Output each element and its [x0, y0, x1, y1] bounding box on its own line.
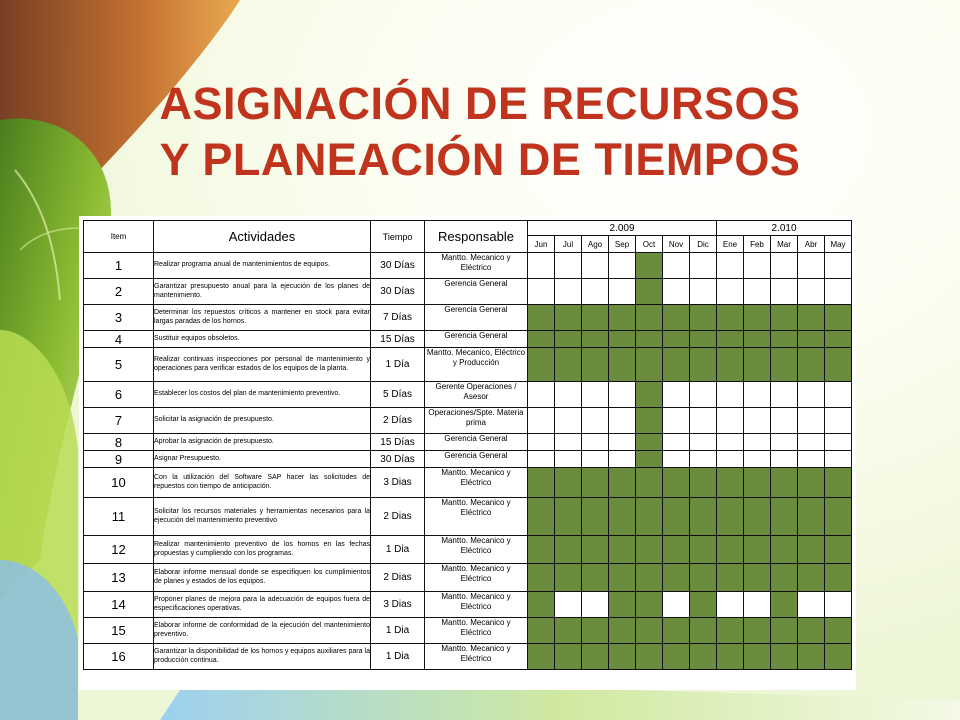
schedule-cell [555, 253, 582, 279]
row-duration: 5 Días [371, 382, 425, 408]
row-responsible: Gerencia General [425, 305, 528, 331]
schedule-cell [825, 564, 852, 592]
schedule-cell [771, 434, 798, 451]
schedule-cell [825, 536, 852, 564]
header-month: Dic [690, 236, 717, 253]
row-activity: Solicitar la asignación de presupuesto. [154, 408, 371, 434]
row-activity: Asignar Presupuesto. [154, 451, 371, 468]
schedule-cell [690, 564, 717, 592]
schedule-cell [771, 536, 798, 564]
row-activity: Garantizar presupuesto anual para la ejecución de los planes de mantenimiento. [154, 279, 371, 305]
row-activity: Determinar los repuestos críticos a mantener en stock para evitar largas paradas de los hornos. [154, 305, 371, 331]
schedule-cell [798, 434, 825, 451]
schedule-cell [825, 434, 852, 451]
schedule-cell [744, 644, 771, 670]
table-row [84, 305, 852, 331]
schedule-cell [609, 451, 636, 468]
schedule-cell [609, 592, 636, 618]
schedule-cell [609, 434, 636, 451]
schedule-cell [717, 592, 744, 618]
row-activity: Realizar mantenimiento preventivo de los hornos en las fechas propuestas y cumpliendo con los programas. [154, 536, 371, 564]
table-row [84, 253, 852, 279]
schedule-cell [771, 451, 798, 468]
schedule-cell [663, 348, 690, 382]
header-responsable: Responsable [425, 221, 528, 253]
schedule-cell [636, 536, 663, 564]
schedule-cell [825, 592, 852, 618]
schedule-cell [690, 618, 717, 644]
header-month: Jul [555, 236, 582, 253]
header-month: Feb [744, 236, 771, 253]
schedule-cell [771, 348, 798, 382]
schedule-cell [528, 468, 555, 498]
row-responsible: Gerencia General [425, 279, 528, 305]
schedule-cell [717, 331, 744, 348]
schedule-cell [771, 498, 798, 536]
schedule-cell [555, 408, 582, 434]
schedule-cell [690, 468, 717, 498]
schedule-cell [555, 564, 582, 592]
schedule-cell [528, 382, 555, 408]
schedule-cell [636, 331, 663, 348]
schedule-cell [582, 498, 609, 536]
schedule-cell [663, 592, 690, 618]
schedule-cell [528, 564, 555, 592]
schedule-cell [636, 592, 663, 618]
schedule-cell [528, 644, 555, 670]
schedule-cell [744, 468, 771, 498]
schedule-cell [771, 644, 798, 670]
schedule-cell [825, 331, 852, 348]
schedule-cell [744, 536, 771, 564]
schedule-cell [744, 253, 771, 279]
row-item-number: 5 [84, 348, 154, 382]
schedule-table [83, 220, 852, 670]
table-row [84, 408, 852, 434]
schedule-cell [528, 253, 555, 279]
row-duration: 2 Dias [371, 498, 425, 536]
row-duration: 30 Días [371, 279, 425, 305]
schedule-cell [771, 253, 798, 279]
schedule-cell [609, 382, 636, 408]
row-item-number: 8 [84, 434, 154, 451]
schedule-cell [663, 468, 690, 498]
row-responsible: Mantto. Mecanico y Eléctrico [425, 498, 528, 536]
row-duration: 1 Día [371, 348, 425, 382]
row-duration: 2 Dias [371, 564, 425, 592]
table-row [84, 468, 852, 498]
table-row [84, 451, 852, 468]
row-duration: 3 Dias [371, 592, 425, 618]
schedule-cell [798, 451, 825, 468]
row-item-number: 3 [84, 305, 154, 331]
schedule-cell [717, 382, 744, 408]
header-month: May [825, 236, 852, 253]
schedule-cell [771, 331, 798, 348]
header-year-2010: 2.010 [717, 221, 852, 236]
schedule-cell [609, 536, 636, 564]
header-month: Sep [609, 236, 636, 253]
schedule-cell [582, 451, 609, 468]
row-activity: Solicitar los recursos materiales y herramientas necesarios para la ejecución del mantenimiento preventivo [154, 498, 371, 536]
row-responsible: Gerencia General [425, 331, 528, 348]
schedule-cell [663, 498, 690, 536]
schedule-cell [555, 348, 582, 382]
header-month: Mar [771, 236, 798, 253]
schedule-cell [690, 305, 717, 331]
schedule-cell [663, 253, 690, 279]
schedule-cell [636, 451, 663, 468]
schedule-cell [825, 468, 852, 498]
schedule-cell [582, 331, 609, 348]
schedule-cell [717, 451, 744, 468]
schedule-cell [636, 305, 663, 331]
schedule-cell [717, 279, 744, 305]
title-line-1: ASIGNACIÓN DE RECURSOS [159, 78, 801, 129]
schedule-cell [663, 279, 690, 305]
schedule-cell [636, 253, 663, 279]
header-month: Ago [582, 236, 609, 253]
schedule-cell [663, 564, 690, 592]
row-activity: Elaborar informe de conformidad de la ejecución del mantenimiento preventivo. [154, 618, 371, 644]
row-duration: 30 Días [371, 253, 425, 279]
schedule-cell [717, 253, 744, 279]
row-activity: Aprobar la asignación de presupuesto. [154, 434, 371, 451]
schedule-cell [690, 408, 717, 434]
row-responsible: Gerencia General [425, 434, 528, 451]
table-row [84, 644, 852, 670]
table-row [84, 536, 852, 564]
table-row [84, 382, 852, 408]
schedule-cell [717, 305, 744, 331]
row-responsible: Operaciones/Spte. Materia prima [425, 408, 528, 434]
schedule-cell [636, 644, 663, 670]
schedule-cell [798, 468, 825, 498]
schedule-cell [528, 451, 555, 468]
schedule-cell [771, 592, 798, 618]
row-duration: 1 Dia [371, 536, 425, 564]
table-row [84, 498, 852, 536]
schedule-cell [744, 348, 771, 382]
row-responsible: Mantto. Mecanico, Eléctrico y Producción [425, 348, 528, 382]
schedule-cell [690, 644, 717, 670]
schedule-cell [582, 382, 609, 408]
schedule-cell [798, 536, 825, 564]
schedule-cell [798, 348, 825, 382]
schedule-cell [582, 536, 609, 564]
title-line-2: Y PLANEACIÓN DE TIEMPOS [159, 134, 801, 185]
row-item-number: 7 [84, 408, 154, 434]
schedule-cell [825, 253, 852, 279]
schedule-cell [798, 498, 825, 536]
schedule-cell [717, 348, 744, 382]
schedule-cell [582, 253, 609, 279]
header-month: Ene [717, 236, 744, 253]
schedule-cell [663, 451, 690, 468]
header-month: Nov [663, 236, 690, 253]
schedule-cell [771, 279, 798, 305]
row-duration: 15 Días [371, 331, 425, 348]
row-item-number: 16 [84, 644, 154, 670]
row-activity: Realizar programa anual de mantenimientos de equipos. [154, 253, 371, 279]
schedule-cell [798, 564, 825, 592]
schedule-cell [744, 618, 771, 644]
header-actividades: Actividades [154, 221, 371, 253]
schedule-cell [744, 592, 771, 618]
schedule-cell [636, 618, 663, 644]
row-item-number: 11 [84, 498, 154, 536]
table-row [84, 592, 852, 618]
schedule-cell [690, 536, 717, 564]
row-activity: Garantizar la disponibilidad de los hornos y equipos auxiliares para la producción continua. [154, 644, 371, 670]
table-row [84, 331, 852, 348]
schedule-cell [717, 468, 744, 498]
row-item-number: 4 [84, 331, 154, 348]
header-item: Item [84, 221, 154, 253]
schedule-cell [636, 434, 663, 451]
schedule-cell [717, 408, 744, 434]
schedule-cell [636, 498, 663, 536]
schedule-cell [555, 382, 582, 408]
schedule-cell [744, 564, 771, 592]
row-activity: Realizar continuas inspecciones por personal de mantenimiento y operaciones para verificar estados de los equipos de la planta. [154, 348, 371, 382]
schedule-cell [528, 331, 555, 348]
row-duration: 1 Dia [371, 644, 425, 670]
schedule-cell [609, 644, 636, 670]
row-responsible: Mantto. Mecanico y Eléctrico [425, 592, 528, 618]
row-activity: Proponer planes de mejora para la adecuación de equipos fuera de especificaciones operativas. [154, 592, 371, 618]
schedule-cell [825, 451, 852, 468]
schedule-cell [771, 618, 798, 644]
schedule-cell [582, 564, 609, 592]
schedule-cell [690, 279, 717, 305]
schedule-cell [609, 253, 636, 279]
row-responsible: Gerencia General [425, 451, 528, 468]
schedule-cell [528, 279, 555, 305]
schedule-cell [609, 331, 636, 348]
schedule-cell [771, 408, 798, 434]
schedule-cell [690, 451, 717, 468]
schedule-cell [663, 408, 690, 434]
schedule-cell [636, 382, 663, 408]
row-duration: 2 Días [371, 408, 425, 434]
schedule-cell [717, 618, 744, 644]
schedule-cell [690, 331, 717, 348]
schedule-cell [663, 618, 690, 644]
schedule-cell [609, 498, 636, 536]
schedule-cell [528, 305, 555, 331]
row-responsible: Mantto. Mecanico y Eléctrico [425, 536, 528, 564]
schedule-cell [663, 536, 690, 564]
schedule-cell [636, 468, 663, 498]
schedule-cell [771, 564, 798, 592]
row-duration: 1 Dia [371, 618, 425, 644]
schedule-cell [609, 348, 636, 382]
row-item-number: 9 [84, 451, 154, 468]
schedule-cell [636, 408, 663, 434]
schedule-cell [555, 279, 582, 305]
schedule-cell [798, 644, 825, 670]
header-month: Jun [528, 236, 555, 253]
schedule-cell [555, 451, 582, 468]
schedule-cell [582, 279, 609, 305]
schedule-cell [717, 536, 744, 564]
schedule-cell [744, 382, 771, 408]
schedule-cell [825, 644, 852, 670]
schedule-cell [744, 331, 771, 348]
schedule-cell [636, 279, 663, 305]
table-row [84, 348, 852, 382]
schedule-cell [555, 618, 582, 644]
schedule-cell [528, 408, 555, 434]
schedule-cell [717, 644, 744, 670]
schedule-cell [825, 279, 852, 305]
row-item-number: 6 [84, 382, 154, 408]
schedule-cell [825, 618, 852, 644]
row-item-number: 14 [84, 592, 154, 618]
row-activity: Con la utilización del Software SAP hacer las solicitudes de repuestos con tiempo de anticipación. [154, 468, 371, 498]
row-activity: Establecer los costos del plan de mantenimiento preventivo. [154, 382, 371, 408]
schedule-cell [825, 382, 852, 408]
table-row [84, 618, 852, 644]
schedule-cell [582, 644, 609, 670]
header-month: Abr [798, 236, 825, 253]
schedule-cell [798, 382, 825, 408]
schedule-cell [663, 382, 690, 408]
schedule-cell [771, 382, 798, 408]
schedule-cell [582, 305, 609, 331]
schedule-cell [798, 592, 825, 618]
row-item-number: 1 [84, 253, 154, 279]
schedule-cell [825, 305, 852, 331]
schedule-cell [798, 305, 825, 331]
row-item-number: 13 [84, 564, 154, 592]
schedule-cell [798, 279, 825, 305]
schedule-cell [663, 434, 690, 451]
schedule-cell [771, 305, 798, 331]
schedule-cell [717, 564, 744, 592]
schedule-cell [744, 279, 771, 305]
schedule-cell [609, 408, 636, 434]
schedule-cell [744, 498, 771, 536]
schedule-cell [825, 498, 852, 536]
schedule-cell [744, 451, 771, 468]
row-responsible: Mantto. Mecanico y Eléctrico [425, 468, 528, 498]
schedule-cell [555, 305, 582, 331]
schedule-cell [609, 618, 636, 644]
schedule-cell [582, 618, 609, 644]
row-duration: 15 Días [371, 434, 425, 451]
schedule-cell [528, 348, 555, 382]
schedule-cell [609, 305, 636, 331]
schedule-cell [636, 348, 663, 382]
schedule-cell [528, 434, 555, 451]
schedule-cell [717, 434, 744, 451]
schedule-cell [555, 644, 582, 670]
schedule-cell [798, 618, 825, 644]
schedule-cell [555, 536, 582, 564]
row-responsible: Mantto. Mecanico y Eléctrico [425, 564, 528, 592]
row-activity: Elaborar informe mensual donde se especifiquen los cumplimientos de planes y estados de los equipos. [154, 564, 371, 592]
schedule-cell [663, 644, 690, 670]
schedule-cell [609, 279, 636, 305]
table-row [84, 434, 852, 451]
schedule-cell [717, 498, 744, 536]
schedule-cell [825, 348, 852, 382]
row-duration: 7 Días [371, 305, 425, 331]
row-item-number: 12 [84, 536, 154, 564]
row-duration: 3 Dias [371, 468, 425, 498]
header-month: Oct [636, 236, 663, 253]
schedule-cell [582, 592, 609, 618]
schedule-cell [744, 305, 771, 331]
schedule-cell [690, 498, 717, 536]
schedule-cell [582, 408, 609, 434]
schedule-cell [582, 348, 609, 382]
schedule-cell [663, 331, 690, 348]
schedule-cell [636, 564, 663, 592]
schedule-cell [744, 408, 771, 434]
schedule-cell [771, 468, 798, 498]
schedule-cell [582, 468, 609, 498]
schedule-cell [690, 348, 717, 382]
row-responsible: Mantto. Mecanico y Eléctrico [425, 253, 528, 279]
schedule-cell [690, 382, 717, 408]
row-item-number: 2 [84, 279, 154, 305]
slide-title [0, 76, 960, 188]
row-responsible: Gerente Operaciones / Asesor [425, 382, 528, 408]
schedule-cell [609, 468, 636, 498]
schedule-cell [798, 253, 825, 279]
header-year-2009: 2.009 [528, 221, 717, 236]
schedule-cell [582, 434, 609, 451]
row-activity: Sustituir equipos obsoletos. [154, 331, 371, 348]
schedule-cell [690, 434, 717, 451]
row-item-number: 15 [84, 618, 154, 644]
schedule-cell [690, 253, 717, 279]
schedule-sheet [79, 216, 856, 690]
schedule-cell [690, 592, 717, 618]
schedule-cell [663, 305, 690, 331]
schedule-cell [609, 564, 636, 592]
schedule-cell [744, 434, 771, 451]
header-tiempo: Tiempo [371, 221, 425, 253]
schedule-cell [528, 498, 555, 536]
schedule-cell [555, 592, 582, 618]
schedule-cell [555, 331, 582, 348]
schedule-cell [555, 434, 582, 451]
schedule-cell [528, 592, 555, 618]
schedule-cell [798, 331, 825, 348]
table-row [84, 279, 852, 305]
row-responsible: Mantto. Mecanico y Eléctrico [425, 644, 528, 670]
row-item-number: 10 [84, 468, 154, 498]
schedule-cell [528, 618, 555, 644]
schedule-cell [825, 408, 852, 434]
row-responsible: Mantto. Mecanico y Eléctrico [425, 618, 528, 644]
schedule-cell [798, 408, 825, 434]
row-duration: 30 Días [371, 451, 425, 468]
schedule-cell [528, 536, 555, 564]
table-row [84, 564, 852, 592]
schedule-cell [555, 468, 582, 498]
schedule-cell [555, 498, 582, 536]
